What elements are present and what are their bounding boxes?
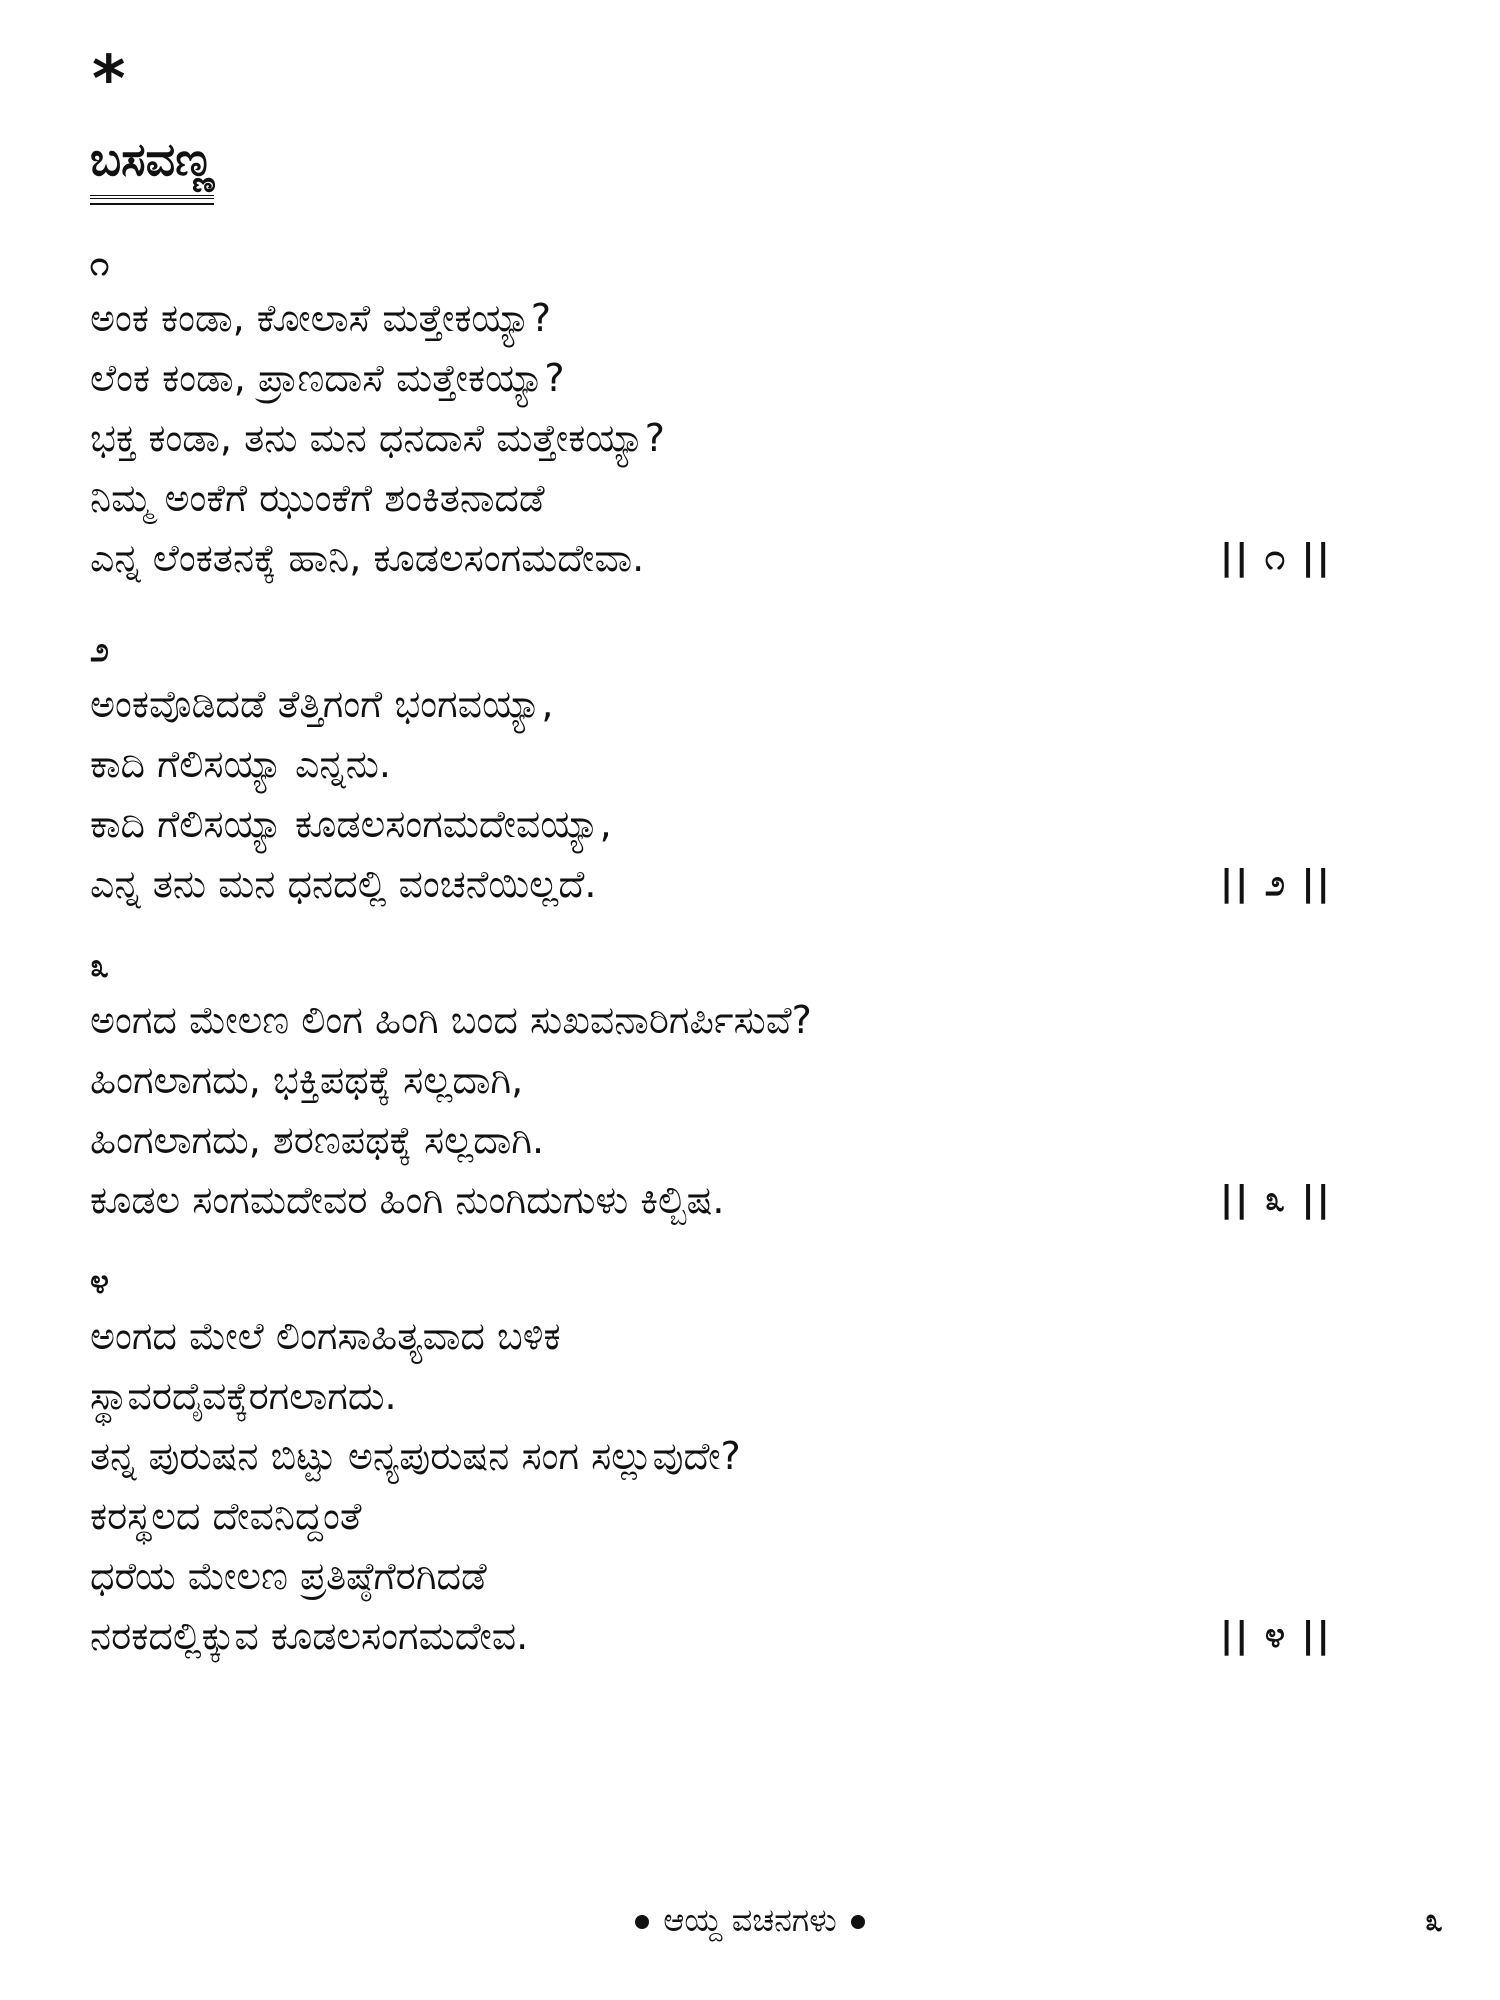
- vachana-line: ಕಾದಿ ಗೆಲಿಸಯ್ಯಾ ಎನ್ನನು.: [90, 742, 391, 786]
- vachana-line: ಹಿಂಗಲಾಗದು, ಶರಣಪಥಕ್ಕೆ ಸಲ್ಲದಾಗಿ.: [90, 1118, 545, 1162]
- vachana-line: ನಿಮ್ಮ ಅಂಕೆಗೆ ಝುಂಕೆಗೆ ಶಂಕಿತನಾದಡೆ: [90, 476, 545, 520]
- vachana-end-mark: || ೨ ||: [1220, 863, 1332, 904]
- vachana-last-line: [90, 1606, 1340, 1666]
- vachana-number: ೨: [90, 630, 110, 670]
- vachana-line: ಕಾದಿ ಗೆಲಿಸಯ್ಯಾ ಕೂಡಲಸಂಗಮದೇವಯ್ಯಾ,: [90, 802, 612, 846]
- vachana-number: ೧: [90, 244, 110, 284]
- vachana-line: ಭಕ್ತ ಕಂಡಾ, ತನು ಮನ ಧನದಾಸೆ ಮತ್ತೇಕಯ್ಯಾ?: [90, 416, 665, 460]
- section-star: *: [92, 43, 126, 117]
- vachana-line-text: ಎನ್ನ ತನು ಮನ ಧನದಲ್ಲಿ ವಂಚನೆಯಿಲ್ಲದೆ.: [90, 862, 597, 906]
- vachana-1: [90, 240, 1340, 588]
- vachana-3: [90, 942, 1340, 1230]
- vachana-number: ೩: [90, 946, 110, 986]
- vachana-line: ಸ್ಥಾವರದೈವಕ್ಕೆರಗಲಾಗದು.: [90, 1374, 397, 1418]
- vachana-4: [90, 1258, 1340, 1666]
- vachana-last-line: [90, 854, 1340, 914]
- vachana-last-line: [90, 1170, 1340, 1230]
- vachana-line-text: ಕೂಡಲ ಸಂಗಮದೇವರ ಹಿಂಗಿ ನುಂಗಿದುಗುಳು ಕಿಲ್ಬಿಷ.: [90, 1178, 725, 1222]
- vachana-line: ಲೆಂಕ ಕಂಡಾ, ಪ್ರಾಣದಾಸೆ ಮತ್ತೇಕಯ್ಯಾ?: [90, 356, 565, 400]
- vachana-end-mark: || ೩ ||: [1220, 1179, 1332, 1220]
- vachana-line-text: ಎನ್ನ ಲೆಂಕತನಕ್ಕೆ ಹಾನಿ, ಕೂಡಲಸಂಗಮದೇವಾ.: [90, 536, 645, 580]
- vachana-line: ಧರೆಯ ಮೇಲಣ ಪ್ರತಿಷ್ಠೆಗೆರಗಿದಡೆ: [90, 1554, 487, 1598]
- bullet-dot-icon: [635, 1915, 649, 1929]
- vachana-line: ಅಂಕ ಕಂಡಾ, ಕೋಲಾಸೆ ಮತ್ತೇಕಯ್ಯಾ?: [90, 296, 551, 340]
- vachana-last-line: [90, 528, 1340, 588]
- vachana-number: ೪: [90, 1262, 110, 1302]
- vachana-line-text: ನರಕದಲ್ಲಿಕ್ಕುವ ಕೂಡಲಸಂಗಮದೇವ.: [90, 1614, 529, 1658]
- bullet-dot-icon: [851, 1915, 865, 1929]
- vachana-line: ಅಂಕವೊಡಿದಡೆ ತೆತ್ತಿಗಂಗೆ ಭಂಗವಯ್ಯಾ,: [90, 682, 554, 726]
- book-title: ಆಯ್ದ ವಚನಗಳು: [663, 1901, 837, 1939]
- page-footer: [0, 1895, 1500, 1945]
- vachana-end-mark: || ೧ ||: [1220, 537, 1332, 578]
- vachana-line: ತನ್ನ ಪುರುಷನ ಬಿಟ್ಟು ಅನ್ಯಪುರುಷನ ಸಂಗ ಸಲ್ಲುವುದೇ?: [90, 1434, 741, 1478]
- vachana-line: ಅಂಗದ ಮೇಲೆ ಲಿಂಗಸಾಹಿತ್ಯವಾದ ಬಳಿಕ: [90, 1314, 561, 1358]
- vachana-line: ಕರಸ್ಥಲದ ದೇವನಿದ್ದಂತೆ: [90, 1494, 362, 1538]
- author-heading: ಬಸವಣ್ಣ: [90, 132, 214, 199]
- vachana-2: [90, 626, 1340, 914]
- vachana-line: ಅಂಗದ ಮೇಲಣ ಲಿಂಗ ಹಿಂಗಿ ಬಂದ ಸುಖವನಾರಿಗರ್ಪಿಸುವೆ?: [90, 998, 812, 1042]
- vachana-end-mark: || ೪ ||: [1220, 1615, 1332, 1656]
- vachana-line: ಹಿಂಗಲಾಗದು, ಭಕ್ತಿಪಥಕ್ಕೆ ಸಲ್ಲದಾಗಿ,: [90, 1058, 524, 1102]
- page-number: ೩: [1425, 1901, 1443, 1939]
